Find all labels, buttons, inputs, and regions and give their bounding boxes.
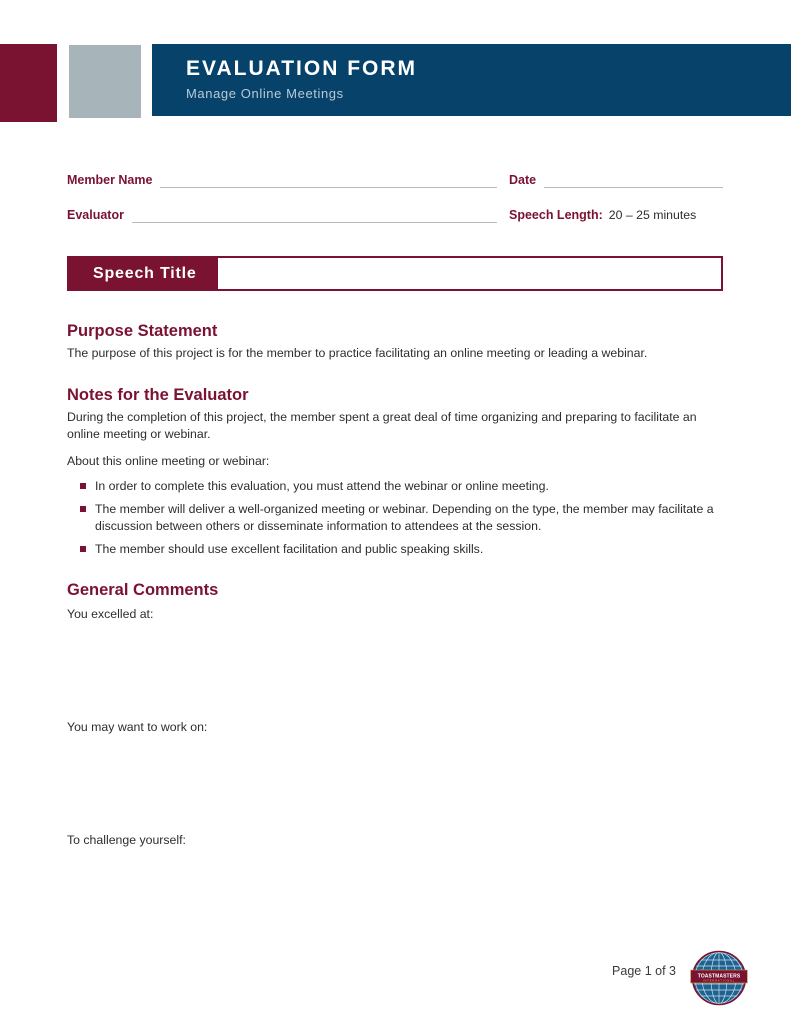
bullet-text: The member should use excellent facilitation and public speaking skills. [95, 542, 484, 556]
list-item [80, 478, 722, 495]
evaluator-length-row [67, 206, 723, 223]
excelled-at-prompt: You excelled at: [67, 607, 154, 621]
bullet-icon [80, 506, 86, 512]
toastmasters-globe-icon [690, 949, 748, 1007]
evaluator-input-line[interactable] [132, 207, 497, 223]
evaluator-label: Evaluator [67, 208, 124, 222]
list-item [80, 541, 722, 558]
date-group [509, 172, 723, 188]
date-label: Date [509, 173, 537, 187]
speech-title-input[interactable] [218, 258, 721, 289]
challenge-yourself-prompt: To challenge yourself: [67, 833, 186, 847]
list-item [80, 501, 722, 535]
logo-subtext: INTERNATIONAL [702, 979, 736, 983]
form-subtitle: Manage Online Meetings [186, 86, 344, 101]
bullet-text: The member will deliver a well-organized meeting or webinar. Depending on the type, the member may facilitate a discussion between others or disseminate information to attendees at the session. [95, 502, 714, 533]
member-date-row [67, 171, 723, 188]
speech-title-bar [67, 256, 723, 291]
speech-length-label: Speech Length: [509, 208, 603, 222]
evaluator-group [67, 207, 509, 223]
general-comments-heading: General Comments [67, 581, 219, 599]
purpose-statement-heading: Purpose Statement [67, 322, 218, 340]
page-number: Page 1 of 3 [612, 964, 676, 978]
date-input-line[interactable] [544, 172, 723, 188]
logo-wordmark: TOASTMASTERS [697, 973, 741, 980]
purpose-statement-body: The purpose of this project is for the member to practice facilitating an online meeting or leading a webinar. [67, 346, 648, 360]
speech-length-value: 20 – 25 minutes [608, 208, 697, 222]
member-name-group [67, 172, 509, 188]
header-maroon-block [0, 44, 57, 122]
work-on-comment-area[interactable] [67, 738, 723, 826]
notes-paragraph-2: About this online meeting or webinar: [67, 454, 270, 468]
bullet-icon [80, 483, 86, 489]
speech-length-group [509, 208, 723, 223]
member-name-label: Member Name [67, 173, 153, 187]
excelled-at-comment-area[interactable] [67, 625, 723, 713]
notes-paragraph-1: During the completion of this project, the member spent a great deal of time organizing and preparing to facilitate an online meeting or webinar. [67, 410, 697, 441]
notes-for-evaluator-heading: Notes for the Evaluator [67, 386, 249, 404]
work-on-prompt: You may want to work on: [67, 720, 208, 734]
member-name-input-line[interactable] [160, 172, 497, 188]
form-title: EVALUATION FORM [186, 57, 418, 80]
speech-title-label: Speech Title [69, 258, 218, 289]
evaluator-notes-bullet-list [80, 478, 722, 564]
header-banner [152, 44, 791, 116]
bullet-icon [80, 546, 86, 552]
challenge-yourself-comment-area[interactable] [67, 851, 723, 939]
header-banner-text [186, 57, 417, 101]
bullet-text: In order to complete this evaluation, you must attend the webinar or online meeting. [95, 479, 549, 493]
header-gray-block [69, 45, 141, 118]
toastmasters-logo [690, 949, 748, 1009]
